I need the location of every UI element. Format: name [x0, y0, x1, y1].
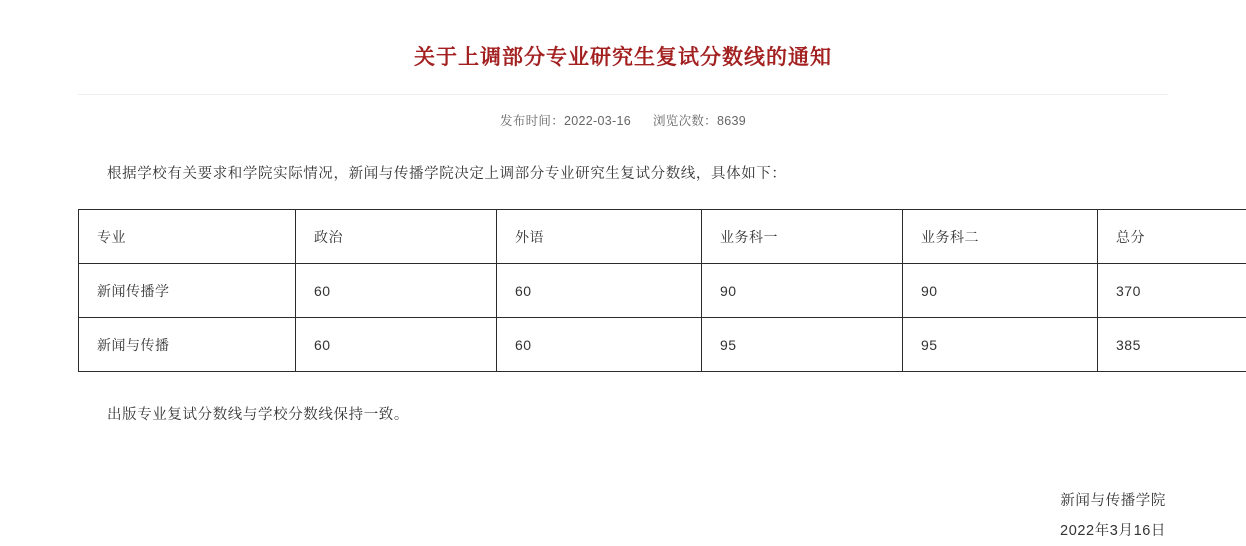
signature-block: [78, 486, 1168, 546]
table-cell-major: 新闻与传播: [79, 318, 296, 372]
publish-time-value: 2022-03-16: [564, 114, 631, 128]
table-cell-foreign-language: 60: [497, 264, 702, 318]
table-cell-politics: 60: [296, 264, 497, 318]
note-paragraph: 出版专业复试分数线与学校分数线保持一致。: [78, 402, 1168, 428]
table-cell-politics: 60: [296, 318, 497, 372]
table-row: [79, 318, 1246, 372]
title-divider: [78, 94, 1168, 95]
signature-unit: 新闻与传播学院: [78, 486, 1166, 516]
table-header-cell-politics: 政治: [296, 210, 497, 264]
score-line-table: [78, 209, 1246, 372]
intro-paragraph: 根据学校有关要求和学院实际情况，新闻与传播学院决定上调部分专业研究生复试分数线，具体如下：: [78, 161, 1168, 187]
views-label: 浏览次数：: [653, 111, 717, 129]
document-meta: [0, 111, 1246, 129]
document-body: [78, 161, 1168, 546]
table-cell-subject-one: 95: [702, 318, 903, 372]
page-title: 关于上调部分专业研究生复试分数线的通知: [0, 14, 1246, 73]
table-cell-subject-two: 90: [903, 264, 1098, 318]
table-header-cell-total: 总分: [1098, 210, 1246, 264]
views-value: 8639: [717, 114, 746, 128]
table-header-row: [79, 210, 1246, 264]
table-cell-total: 385: [1098, 318, 1246, 372]
table-cell-subject-one: 90: [702, 264, 903, 318]
table-row: [79, 264, 1246, 318]
document-page: [0, 14, 1246, 521]
table-cell-foreign-language: 60: [497, 318, 702, 372]
table-header-cell-subject-two: 业务科二: [903, 210, 1098, 264]
publish-time-label: 发布时间：: [500, 111, 564, 129]
table-cell-total: 370: [1098, 264, 1246, 318]
table-header-cell-foreign-language: 外语: [497, 210, 702, 264]
table-header-cell-major: 专业: [79, 210, 296, 264]
table-header-cell-subject-one: 业务科一: [702, 210, 903, 264]
table-cell-subject-two: 95: [903, 318, 1098, 372]
signature-date: 2022年3月16日: [78, 516, 1166, 546]
table-cell-major: 新闻传播学: [79, 264, 296, 318]
